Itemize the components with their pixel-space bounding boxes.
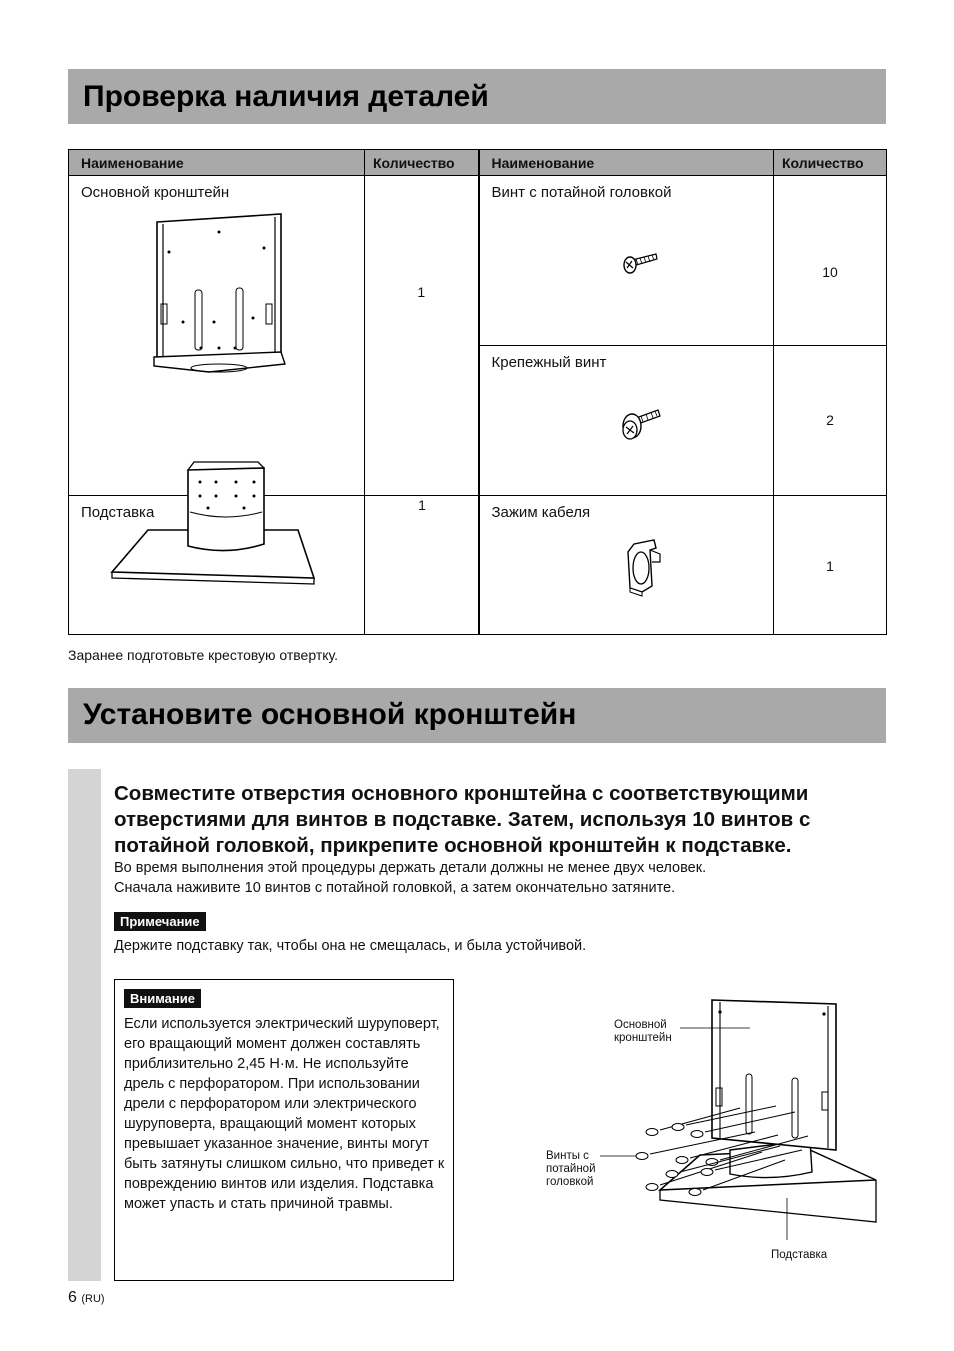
item-quantity: 1	[417, 284, 426, 300]
table-cell-qty	[774, 496, 887, 635]
diagram-label-line: кронштейн	[614, 1032, 672, 1044]
main-bracket-icon	[149, 212, 289, 377]
table-cell-fixing-screw	[479, 346, 774, 496]
diagram-label-stand: Подставка	[771, 1249, 828, 1261]
step-body	[114, 858, 706, 898]
stand-icon	[108, 460, 318, 595]
table-cell-qty	[774, 176, 887, 346]
assembly-diagram	[540, 990, 890, 1240]
diagram-label-bracket	[614, 1019, 672, 1045]
item-name: Винт с потайной головкой	[491, 184, 672, 201]
section-header-install	[68, 688, 886, 743]
table-cell-qty	[365, 496, 479, 635]
diagram-label-screws	[546, 1150, 596, 1189]
section-title-parts: Проверка наличия деталей	[83, 80, 489, 113]
page-number-value: 6	[68, 1289, 77, 1306]
item-quantity: 2	[826, 412, 834, 428]
diagram-label-line: головкой	[546, 1176, 594, 1188]
table-cell-cable-clamp	[479, 496, 774, 635]
diagram-label-line: Основной	[614, 1019, 667, 1031]
table-cell-countersunk-screw	[479, 176, 774, 346]
cable-clamp-icon	[620, 536, 666, 598]
page-number	[68, 1289, 105, 1307]
step-sidebar	[68, 769, 101, 1281]
column-header-name: Наименование	[69, 150, 365, 176]
page-lang: (RU)	[81, 1293, 105, 1305]
table-row	[69, 176, 887, 346]
item-name: Крепежный винт	[491, 354, 607, 371]
step-body-line: Во время выполнения этой процедуры держать детали должны не менее двух человек.	[114, 860, 707, 876]
item-quantity: 10	[822, 264, 838, 280]
prep-note: Заранее подготовьте крестовую отвертку.	[68, 647, 338, 663]
column-header-quantity: Количество	[774, 150, 887, 176]
item-quantity: 1	[826, 558, 834, 574]
item-name: Подставка	[81, 504, 155, 521]
item-name: Основной кронштейн	[81, 184, 230, 201]
table-cell-qty	[365, 176, 479, 496]
item-name: Зажим кабеля	[491, 504, 591, 521]
diagram-label-line: потайной	[546, 1163, 596, 1175]
diagram-label-line: Винты с	[546, 1150, 589, 1162]
column-header-name: Наименование	[479, 150, 774, 176]
table-header-row	[69, 150, 887, 176]
note-text: Держите подставку так, чтобы она не смещалась, и была устойчивой.	[114, 938, 587, 954]
column-header-quantity: Количество	[365, 150, 479, 176]
item-quantity: 1	[418, 497, 426, 513]
countersunk-screw-icon	[620, 250, 660, 278]
step-title: Совместите отверстия основного кронштейна с соответствующими отверстиями для винтов в подставке. Затем, используя 10 винтов с потайной головкой, прикрепите основной кронштейн к подставке.	[114, 782, 811, 857]
fixing-screw-icon	[618, 404, 664, 446]
table-cell-qty	[774, 346, 887, 496]
caution-box	[114, 979, 454, 1281]
caution-text: Если используется электрический шуруповерт, его вращающий момент должен составлять приблизительно 2,45 Н·м. Не используйте дрель с перфоратором. При использовании дрели с перфоратором или электрического шуруповерта, вращающий момент которых превышает указанное значение, винты могут быть затянуты слишком сильно, что приведет к повреждению винтов или изделия. Подставка может упасть и стать причиной травмы.	[124, 1016, 445, 1212]
section-header-parts	[68, 69, 886, 124]
step-body-line: Сначала наживите 10 винтов с потайной головкой, а затем окончательно затяните.	[114, 880, 676, 896]
caution-label: Внимание	[124, 989, 201, 1008]
section-title-install: Установите основной кронштейн	[83, 698, 577, 731]
note-label: Примечание	[114, 912, 206, 931]
